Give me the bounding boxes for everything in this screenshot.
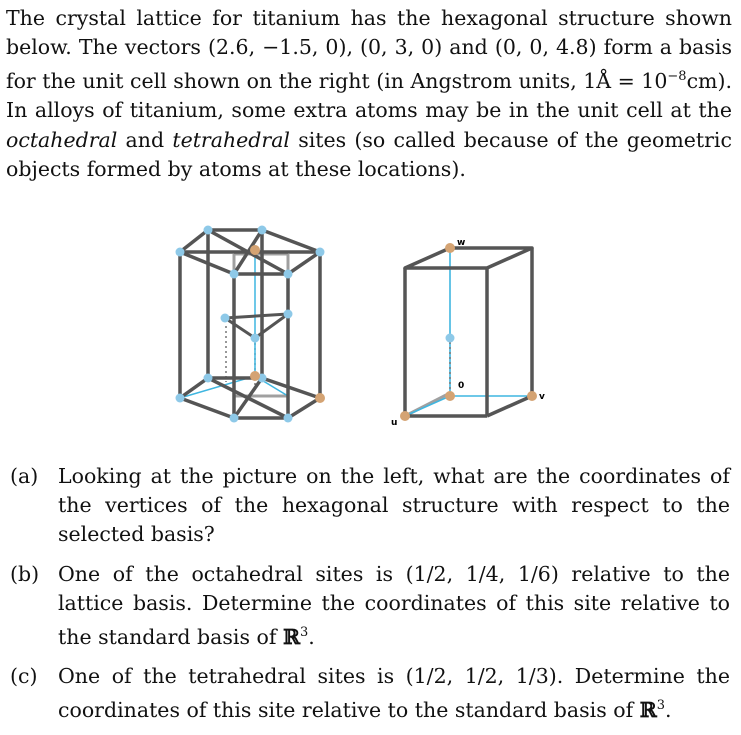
part-text (58, 662, 730, 725)
intro-sentence-2a: The vectors (2.6, −1.5, 0), (0, 3, 0) and (0, 0, 4.8) form a basis for the unit cell shown on the right (in Angstrom units, 1Å = 10 (6, 35, 732, 94)
part-b (10, 560, 730, 652)
label-v: v (539, 392, 545, 402)
atom (204, 226, 213, 235)
question-parts (10, 462, 730, 735)
atom (221, 314, 230, 323)
unit-cell-basis (405, 248, 532, 416)
term-octahedral: octahedral (6, 127, 118, 152)
atom-origin-bottom (250, 371, 260, 381)
part-label: (c) (10, 664, 38, 689)
lattice-figure (160, 218, 580, 436)
atom (176, 248, 185, 257)
atom (258, 226, 267, 235)
atom (230, 414, 239, 423)
hex-top (180, 230, 320, 274)
hexagonal-prism (176, 226, 326, 423)
part-text-end: . (665, 698, 672, 723)
intro-sentence-3b: sites (so called because of the geometric objects formed by atoms at these locations). (6, 127, 732, 181)
atom-origin (445, 391, 455, 401)
atom-origin-top (250, 245, 260, 255)
angstrom-exponent: −8 (667, 69, 687, 85)
part-c (10, 662, 730, 725)
part-label: (a) (10, 464, 39, 488)
intro-sentence-1: The crystal lattice for titanium has the hexagonal structure shown below. (6, 6, 732, 60)
part-text-body: One of the tetrahedral sites is (1/2, 1/2, 1/3). Determine the coordinates of this site relative to the standard basis of (58, 664, 730, 723)
atom-v (527, 391, 537, 401)
real-space-symbol: ℝ (639, 698, 657, 723)
intro-sentence-3a: In alloys of titanium, some extra atoms may be in the unit cell at the (6, 98, 732, 123)
part-text-end: . (308, 624, 315, 649)
atom (251, 334, 260, 343)
unit-cell-edges (405, 248, 532, 416)
label-0: 0 (458, 381, 465, 391)
real-space-symbol: ℝ (282, 624, 301, 649)
dimension-exponent: 3 (656, 698, 666, 714)
label-u: u (391, 418, 398, 428)
atom (284, 270, 293, 279)
part-label: (b) (10, 561, 40, 586)
label-w: w (457, 238, 466, 248)
atom-orange (315, 393, 325, 403)
part-text-body: One of the octahedral sites is (1/2, 1/4, 1/6) relative to the lattice basis. Determine the coordinates of this site relative to the standard basis of (58, 561, 730, 649)
hex-bottom (180, 378, 320, 418)
intro-sentence-2b: cm). (686, 69, 732, 94)
atom-w (445, 243, 455, 253)
term-tetrahedral: tetrahedral (172, 127, 290, 152)
intro-and: and (125, 127, 165, 152)
atom-u (400, 411, 410, 421)
atom (284, 310, 293, 319)
part-text: Looking at the picture on the left, what are the coordinates of the vertices of the hexagonal structure with respect to the selected basis? (58, 464, 730, 547)
atom (284, 414, 293, 423)
atom (316, 248, 325, 257)
atom (176, 394, 185, 403)
atom (204, 374, 213, 383)
part-text (58, 560, 730, 652)
lattice-svg (160, 218, 580, 436)
atom-interior (446, 334, 455, 343)
intro-paragraph (6, 4, 732, 184)
atom (230, 270, 239, 279)
unit-cell-back-edges (405, 268, 450, 416)
part-a (10, 462, 730, 550)
unit-cell (391, 238, 545, 428)
dimension-exponent: 3 (300, 625, 309, 641)
